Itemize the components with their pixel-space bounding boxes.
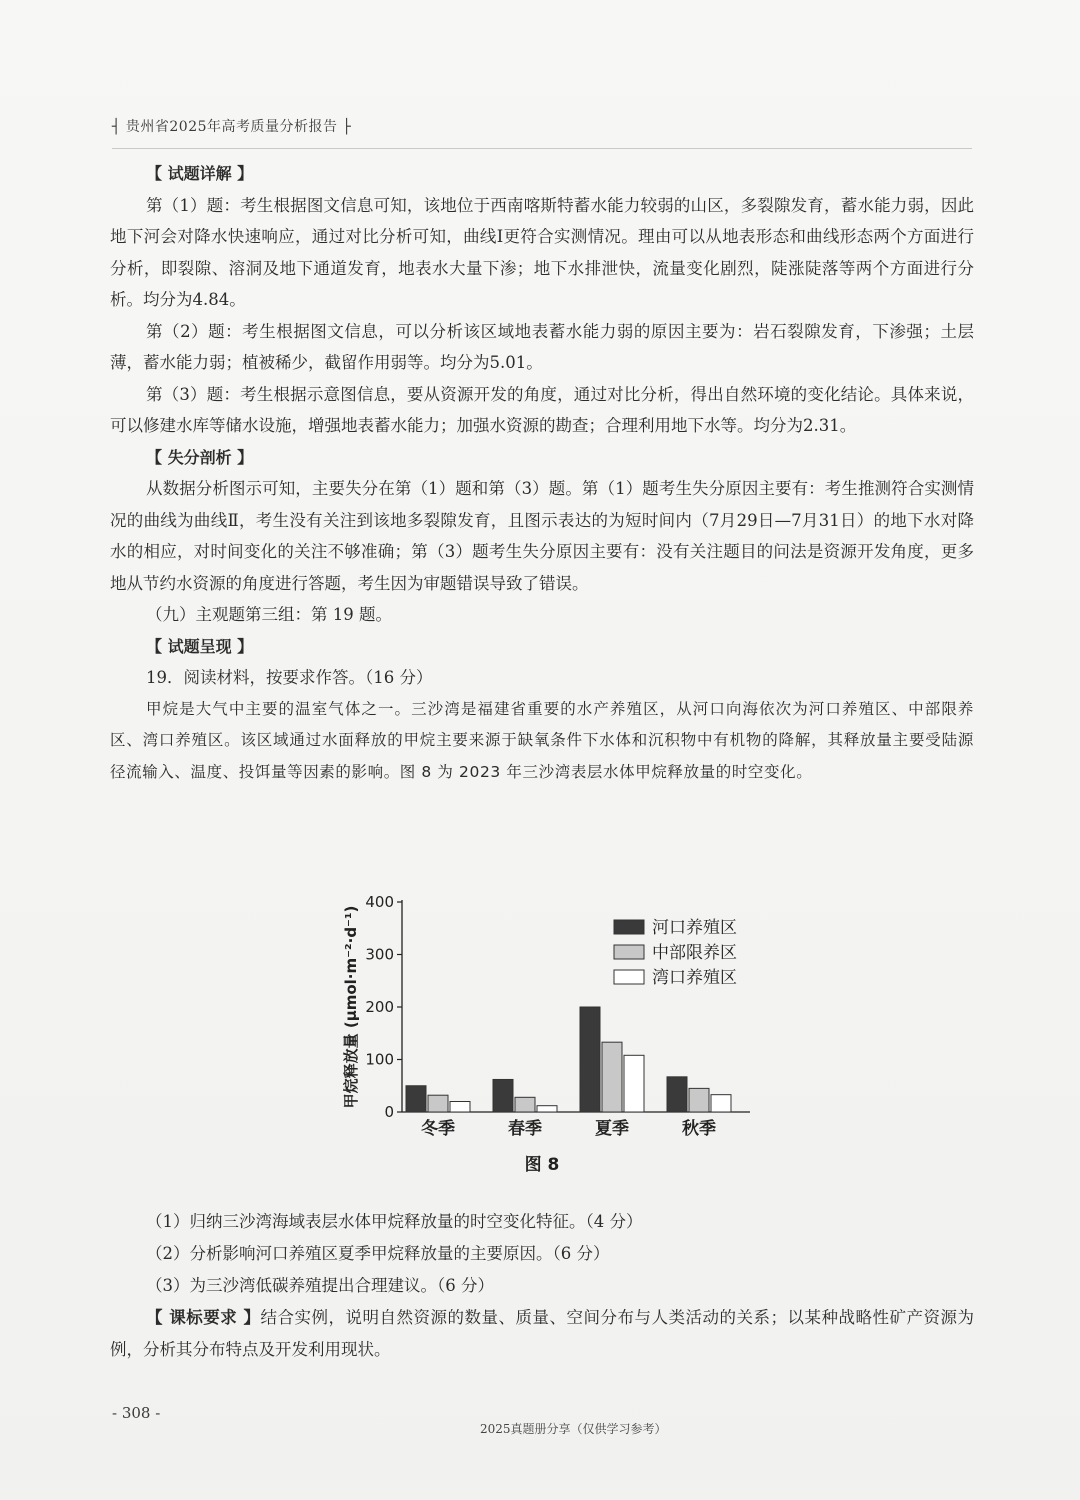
bar-3-4: [711, 1095, 731, 1112]
y-tick-label: 0: [384, 1103, 394, 1121]
section-heading-detail: 【 试题详解 】: [146, 164, 254, 183]
figure-8: [330, 880, 770, 1180]
legend-swatch-2: [614, 945, 644, 959]
y-axis-label: 甲烷释放量 (μmol·m⁻²·d⁻¹): [342, 905, 360, 1109]
running-header: ┤ 贵州省2025年高考质量分析报告 ├: [112, 116, 972, 149]
paragraph-q3: 第（3）题：考生根据示意图信息，要从资源开发的角度，通过对比分析，得出自然环境的变化结论。具体来说，可以修建水库等储水设施，增强地表蓄水能力；加强水资源的勘查；合理利用地下水等。均分为2.31。: [110, 384, 974, 435]
bar-3-2: [537, 1106, 557, 1112]
paragraph-q1: 第（1）题：考生根据图文信息可知，该地位于西南喀斯特蓄水能力较弱的山区，多裂隙发育，蓄水能力弱，因此地下河会对降水快速响应，通过对比分析可知，曲线Ⅰ更符合实测情况。理由可以从地表形态和曲线形态两个方面进行分析，即裂隙、溶洞及地下通道发育，地表水大量下渗；地下水排泄快，流量变化剧烈，陡涨陡落等两个方面进行分析。均分为4.84。: [110, 195, 974, 309]
bar-1-4: [667, 1077, 687, 1112]
x-category-label: 冬季: [421, 1119, 455, 1139]
paragraph-loss: 从数据分析图示可知，主要失分在第（1）题和第（3）题。第（1）题考生失分原因主要有：考生推测符合实测情况的曲线为曲线Ⅱ，考生没有关注到该地多裂隙发育，且图示表达的为短时间内（7月29日—7月31日）的地下水对降水的相应，对时间变化的关注不够准确；第（3）题考生失分原因主要有：没有关注题目的问法是资源开发角度，更多地从节约水资源的角度进行答题，考生因为审题错误导致了错误。: [110, 479, 974, 593]
standard-text: 结合实例，说明自然资源的数量、质量、空间分布与人类活动的关系；以某种战略性矿产资源为例，分析其分布特点及开发利用现状。: [110, 1308, 974, 1359]
paragraph-material: 甲烷是大气中主要的温室气体之一。三沙湾是福建省重要的水产养殖区，从河口向海依次为河口养殖区、中部限养区、湾口养殖区。该区域通过水面释放的甲烷主要来源于缺氧条件下水体和沉积物中有机物的降解，其释放量主要受陆源径流输入、温度、投饵量等因素的影响。图 8 为 2023 年三沙湾表层水体甲烷释放量的时空变化。: [110, 699, 974, 781]
sub-question-2: （2）分析影响河口养殖区夏季甲烷释放量的主要原因。（6 分）: [146, 1244, 610, 1263]
legend-swatch-1: [614, 920, 644, 934]
section-heading-standard: 【 课标要求 】: [146, 1308, 261, 1327]
sub-questions: [110, 1206, 974, 1366]
bar-2-1: [428, 1095, 448, 1112]
page-number: - 308 -: [112, 1404, 161, 1422]
y-tick-label: 400: [365, 893, 394, 911]
bar-1-3: [580, 1007, 600, 1112]
bar-3-1: [450, 1102, 470, 1113]
bar-2-4: [689, 1088, 709, 1112]
y-tick-label: 200: [365, 998, 394, 1016]
bar-2-2: [515, 1097, 535, 1112]
paragraph-q2: 第（2）题：考生根据图文信息，可以分析该区域地表蓄水能力弱的原因主要为：岩石裂隙发育，下渗强；土层薄，蓄水能力弱；植被稀少，截留作用弱等。均分为5.01。: [110, 321, 974, 372]
main-content: [110, 158, 974, 788]
y-tick-label: 100: [365, 1050, 394, 1069]
legend-swatch-3: [614, 970, 644, 984]
legend-label-2: 中部限养区: [652, 943, 737, 963]
bar-1-2: [493, 1079, 513, 1112]
x-category-label: 春季: [508, 1119, 542, 1139]
legend-label-1: 河口养殖区: [652, 918, 737, 938]
sub-question-1: （1）归纳三沙湾海域表层水体甲烷释放量的时空变化特征。（4 分）: [146, 1212, 643, 1231]
methane-bar-chart: [330, 880, 770, 1180]
bar-2-3: [602, 1042, 622, 1112]
chart-title: 图 8: [524, 1155, 560, 1175]
sub-question-3: （3）为三沙湾低碳养殖提出合理建议。（6 分）: [146, 1276, 494, 1295]
section-heading-loss: 【 失分剖析 】: [146, 447, 254, 467]
bar-1-1: [406, 1086, 426, 1112]
bar-3-3: [624, 1055, 644, 1112]
paragraph-group: （九）主观题第三组：第 19 题。: [146, 605, 392, 624]
x-category-label: 夏季: [595, 1119, 629, 1139]
y-tick-label: 300: [365, 945, 394, 964]
x-category-label: 秋季: [682, 1119, 716, 1139]
footer-note: 2025真题册分享（仅供学习参考）: [480, 1422, 667, 1436]
section-heading-present: 【 试题呈现 】: [146, 636, 254, 656]
legend-label-3: 湾口养殖区: [652, 968, 737, 988]
paragraph-q19: 19．阅读材料，按要求作答。（16 分）: [146, 668, 433, 687]
paragraph-standard: [110, 1302, 974, 1366]
